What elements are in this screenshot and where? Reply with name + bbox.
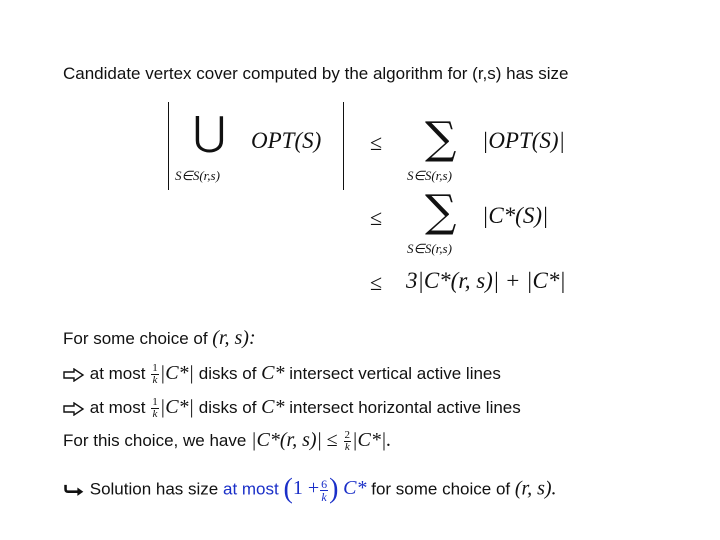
horizontal-bullet-var: C* — [261, 396, 285, 418]
fraction-denominator: k — [152, 408, 158, 421]
horizontal-bullet-mid: disks of — [198, 398, 257, 417]
sum-symbol-2: ∑ — [425, 186, 457, 237]
horizontal-bullet-prefix: at most — [89, 398, 146, 417]
choice-bound-rhs: |C*|. — [352, 429, 392, 451]
conclusion-bound — [283, 474, 367, 505]
sum-index-1: S∈S(r,s) — [407, 168, 452, 183]
choice-bound-fraction — [344, 430, 352, 453]
fraction-denominator: k — [152, 374, 158, 387]
abs-bar-right — [343, 102, 344, 190]
conclusion-fraction — [320, 478, 328, 503]
big-union-symbol: ⋃ — [193, 109, 226, 155]
fraction-numerator: 2 — [344, 429, 351, 442]
hooked-arrow-icon — [63, 482, 85, 498]
conclusion-highlight: at most — [223, 479, 279, 499]
vertical-bullet-mid: disks of — [198, 364, 257, 383]
choice-bound-relation: ≤ — [326, 429, 338, 451]
fraction-denominator: k — [344, 441, 350, 454]
choice-intro-var: (r, s) — [212, 327, 249, 349]
fraction-numerator: 1 — [152, 396, 158, 409]
vertical-bullet-var: C* — [261, 362, 285, 384]
relation-1: ≤ — [370, 130, 383, 155]
fraction-numerator: 6 — [321, 476, 328, 491]
fraction-denominator: k — [321, 489, 327, 504]
conclusion-prefix: Solution has size — [89, 479, 219, 499]
choice-intro-suffix: : — [248, 327, 256, 349]
choice-intro — [63, 327, 256, 350]
one-plus: 1 + — [292, 477, 320, 500]
vertical-bullet-prefix: at most — [89, 364, 146, 383]
sum-index-2: S∈S(r,s) — [407, 241, 452, 256]
conclusion-tail-var: (r, s). — [514, 477, 557, 500]
horizontal-bullet — [63, 396, 521, 420]
choice-bound — [63, 429, 391, 453]
paren-close: ) — [329, 474, 339, 505]
intro-text: Candidate vertex cover computed by the algorithm for (r,s) has size — [63, 64, 569, 83]
vertical-bullet-term: |C*| — [159, 362, 195, 384]
relation-3: ≤ — [370, 270, 383, 295]
conclusion — [63, 474, 557, 506]
conclusion-suffix: for some choice of — [371, 479, 511, 499]
vertical-bullet — [63, 362, 501, 386]
union-term: OPT(S) — [251, 128, 322, 153]
hollow-right-arrow-icon — [63, 402, 85, 416]
choice-intro-prefix: For some choice of — [63, 329, 208, 348]
step1-rhs: |OPT(S)| — [482, 128, 565, 153]
choice-bound-lhs: |C*(r, s)| — [251, 429, 323, 451]
conclusion-var: C* — [343, 477, 367, 500]
union-index: S∈S(r,s) — [175, 168, 220, 183]
paren-open: ( — [283, 474, 293, 505]
horizontal-bullet-tail: intersect horizontal active lines — [289, 398, 521, 417]
horizontal-bullet-fraction — [151, 397, 159, 420]
horizontal-bullet-term: |C*| — [159, 396, 195, 418]
vertical-bullet-tail: intersect vertical active lines — [289, 364, 501, 383]
hollow-right-arrow-icon — [63, 368, 85, 382]
choice-bound-prefix: For this choice, we have — [63, 431, 247, 450]
fraction-numerator: 1 — [152, 362, 158, 375]
sum-symbol-1: ∑ — [425, 113, 457, 164]
vertical-bullet-fraction — [151, 363, 159, 386]
relation-2: ≤ — [370, 205, 383, 230]
step2-rhs: |C*(S)| — [482, 203, 549, 228]
abs-bar-left — [168, 102, 169, 190]
step3-rhs: 3|C*(r, s)| + |C*| — [406, 268, 566, 293]
